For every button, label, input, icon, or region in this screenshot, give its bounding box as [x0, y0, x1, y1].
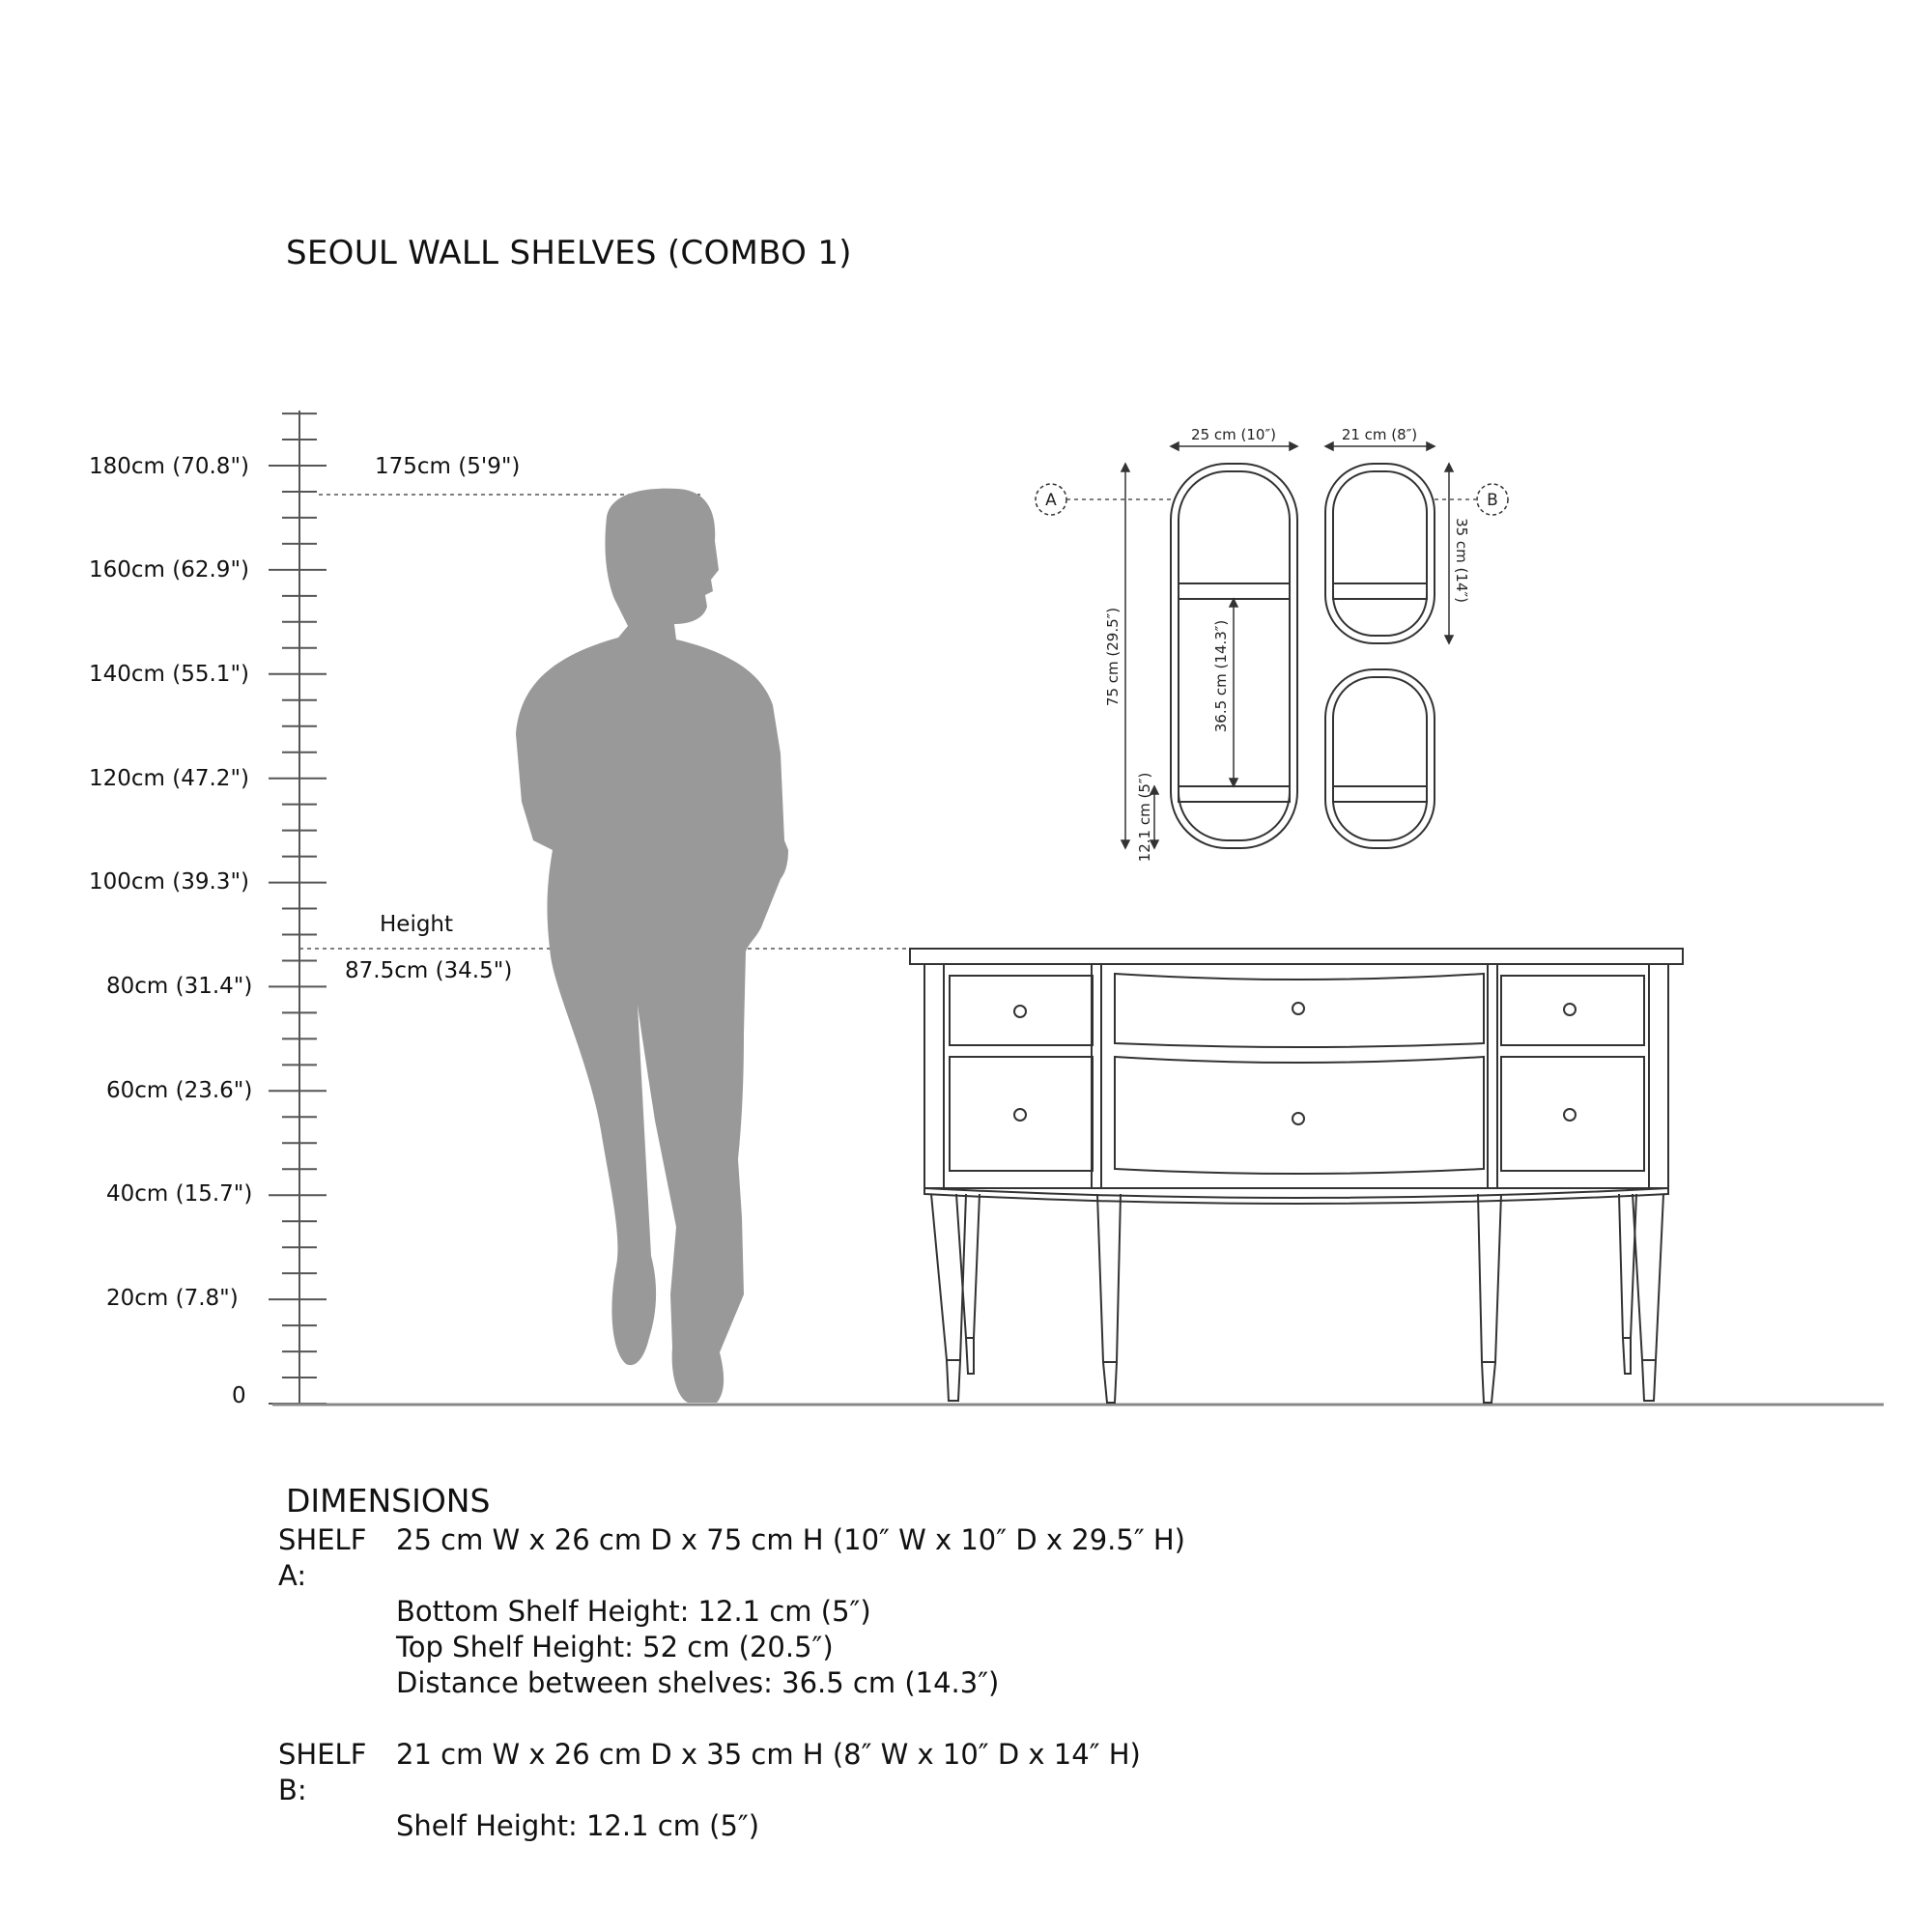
knob-icon [1014, 1006, 1026, 1017]
leg-3 [1097, 1194, 1121, 1403]
shelf-a-top: Top Shelf Height: 52 cm (20.5″) [396, 1631, 834, 1663]
drawer-bottom-right [1501, 1057, 1644, 1171]
sideboard-apron [924, 1188, 1668, 1204]
knob-icon [1293, 1003, 1304, 1014]
scale-label-80: 80cm (31.4") [106, 974, 253, 999]
shelf-a-bottom-board [1179, 786, 1290, 802]
shelf-a-distance: Distance between shelves: 36.5 cm (14.3″) [396, 1666, 1000, 1699]
shelf-a-width-label: 25 cm (10″) [1191, 426, 1276, 443]
scale-label-160: 160cm (62.9") [89, 557, 249, 582]
shelf-a-bottom: Bottom Shelf Height: 12.1 cm (5″) [396, 1595, 871, 1628]
shelf-a-top-board [1179, 583, 1290, 599]
person-height-label: 175cm (5'9") [375, 454, 521, 479]
scale-label-60: 60cm (23.6") [106, 1078, 253, 1103]
scale-label-100: 100cm (39.3") [89, 869, 249, 895]
shelf-b-height: Shelf Height: 12.1 cm (5″) [396, 1809, 760, 1842]
dimensions-block [278, 1483, 1185, 1844]
shelf-b-key: SHELF B: [278, 1738, 367, 1806]
sideboard-drawing [910, 949, 1683, 1403]
drawer-bottom-center [1115, 1057, 1484, 1174]
sideboard-height-title: Height [380, 912, 454, 937]
scale-label-20: 20cm (7.8") [106, 1286, 239, 1311]
marker-b-label: B [1487, 491, 1498, 510]
leg-1 [931, 1194, 966, 1401]
drawer-top-center [1115, 974, 1484, 1047]
shelf-b-height-label: 35 cm (14″) [1453, 518, 1470, 603]
knob-icon [1293, 1113, 1304, 1124]
knob-icon [1564, 1004, 1576, 1015]
shelf-a-main: 25 cm W x 26 cm D x 75 cm H (10″ W x 10″ D x 29.5″ H) [396, 1523, 1185, 1556]
shelf-b2-outer [1325, 669, 1435, 848]
scale-label-0: 0 [232, 1383, 246, 1408]
leg-4 [1478, 1194, 1501, 1403]
shelf-b1-board [1333, 583, 1427, 599]
shelf-a-height-label: 75 cm (29.5″) [1104, 607, 1122, 707]
drawer-bottom-left [950, 1057, 1093, 1171]
shelf-a-bottom-label: 12.1 cm (5″) [1136, 772, 1153, 863]
scale-label-180: 180cm (70.8") [89, 454, 249, 479]
person-silhouette-icon [516, 489, 788, 1403]
sideboard-height-value: 87.5cm (34.5") [345, 958, 513, 983]
dimensions-header: DIMENSIONS [286, 1482, 491, 1520]
drawer-top-left [950, 976, 1093, 1045]
shelf-b-drawing [1325, 464, 1435, 848]
drawer-top-right [1501, 976, 1644, 1045]
shelf-a-row [278, 1522, 1185, 1594]
shelf-b-width-label: 21 cm (8″) [1341, 426, 1418, 443]
shelf-a-key: SHELF A: [278, 1523, 367, 1592]
drawer-knobs [1014, 1003, 1576, 1124]
shelf-b1-inner [1333, 471, 1427, 636]
leg-6 [1633, 1194, 1663, 1401]
scale-label-140: 140cm (55.1") [89, 662, 249, 687]
sideboard-top [910, 949, 1683, 964]
scale-label-40: 40cm (15.7") [106, 1181, 253, 1207]
shelf-a-gap-label: 36.5 cm (14.3″) [1212, 619, 1230, 733]
shelf-b2-board [1333, 786, 1427, 802]
shelf-b1-outer [1325, 464, 1435, 643]
marker-a-label: A [1045, 491, 1057, 510]
diagram-title: SEOUL WALL SHELVES (COMBO 1) [286, 234, 852, 272]
scale-label-120: 120cm (47.2") [89, 766, 249, 791]
knob-icon [1014, 1109, 1026, 1121]
knob-icon [1564, 1109, 1576, 1121]
shelf-b2-inner [1333, 677, 1427, 840]
shelf-b-row [278, 1737, 1185, 1808]
sideboard-carcass [924, 964, 1668, 1188]
shelf-b-main: 21 cm W x 26 cm D x 35 cm H (8″ W x 10″ D x 14″ H) [396, 1738, 1141, 1771]
